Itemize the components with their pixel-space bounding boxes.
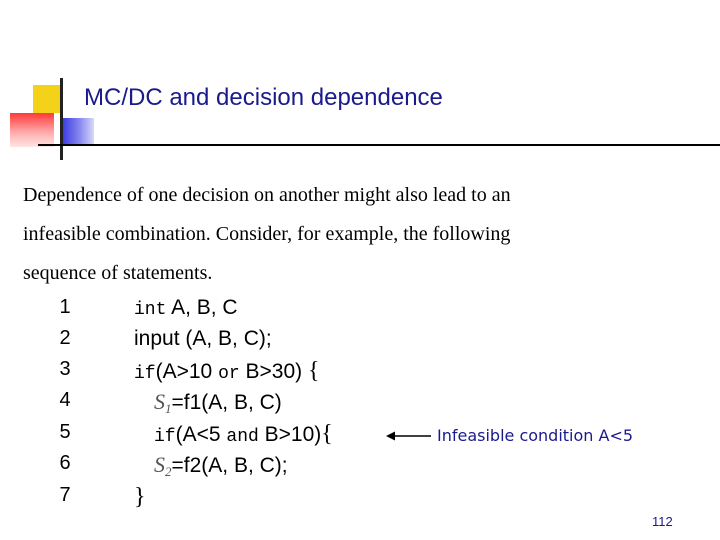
code-fragment: B>30) <box>239 360 308 383</box>
title-decoration <box>0 0 110 165</box>
intro-line: infeasible combination. Consider, for example, the following <box>23 223 511 245</box>
keyword: int <box>134 300 167 320</box>
code-fragment: =f1(A, B, C) <box>171 391 282 414</box>
line-number: 3 <box>59 358 71 380</box>
code-line-1 <box>0 296 720 326</box>
code-fragment: A, B, C <box>166 296 238 319</box>
intro-paragraph <box>23 176 703 293</box>
code-text <box>154 421 333 448</box>
page-number: 112 <box>652 514 673 529</box>
code-text <box>154 389 282 417</box>
line-number: 1 <box>59 296 71 318</box>
title-underline <box>38 144 720 146</box>
vertical-rule <box>60 78 63 160</box>
code-text <box>134 358 320 385</box>
left-arrow-icon <box>386 429 431 443</box>
code-fragment: =f2(A, B, C); <box>171 454 288 477</box>
code-fragment: B>10) <box>258 423 322 446</box>
code-fragment: (A>10 <box>155 360 219 383</box>
line-number: 2 <box>59 327 71 349</box>
brace: } <box>134 484 146 510</box>
code-fragment: (A<5 <box>175 423 227 446</box>
statement-symbol: S <box>154 389 165 414</box>
line-number: 7 <box>59 484 71 506</box>
line-number: 5 <box>59 421 71 443</box>
code-line-3 <box>0 358 720 388</box>
code-line-6 <box>0 452 720 482</box>
intro-line: Dependence of one decision on another might also lead to an <box>23 184 511 206</box>
code-text <box>134 484 146 511</box>
blue-square-decoration <box>60 118 94 144</box>
yellow-square-decoration <box>33 85 61 113</box>
statement-subscript: 1 <box>165 401 172 416</box>
code-line-4 <box>0 389 720 419</box>
statement-subscript: 2 <box>165 464 172 479</box>
brace: { <box>307 358 320 384</box>
code-text: input (A, B, C); <box>134 327 272 350</box>
slide-title: MC/DC and decision dependence <box>84 84 443 111</box>
brace: { <box>321 421 333 447</box>
keyword: and <box>226 427 259 447</box>
code-text <box>134 296 238 320</box>
statement-symbol: S <box>154 452 165 477</box>
keyword: or <box>218 364 240 384</box>
infeasible-annotation: Infeasible condition A<5 <box>437 426 634 445</box>
code-text <box>154 452 288 480</box>
red-square-decoration <box>10 113 54 147</box>
line-number: 4 <box>59 389 71 411</box>
keyword: if <box>134 364 156 384</box>
keyword: if <box>154 427 176 447</box>
line-number: 6 <box>59 452 71 474</box>
intro-line: sequence of statements. <box>23 262 213 284</box>
code-line-2 <box>0 327 720 357</box>
code-line-7 <box>0 484 720 514</box>
